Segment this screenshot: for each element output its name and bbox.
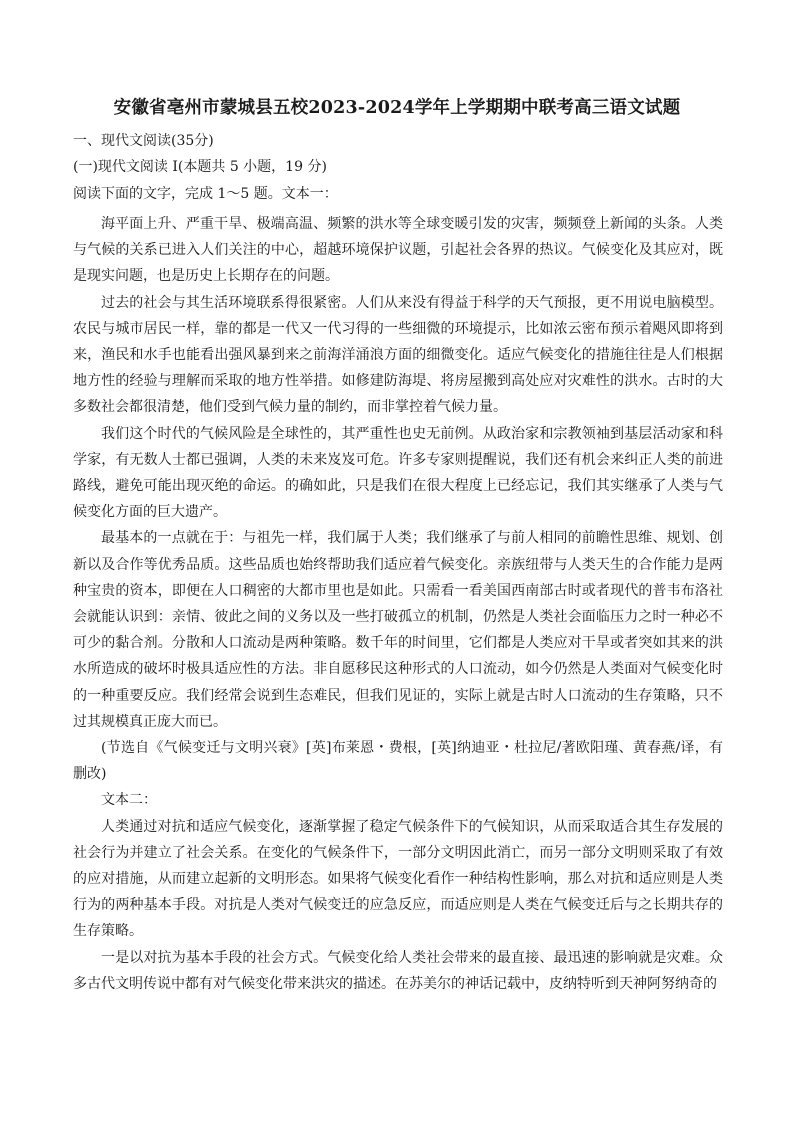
paragraph: 海平面上升、严重干旱、极端高温、频繁的洪水等全球变暖引发的灾害，频频登上新闻的头条。人类与气候的关系已进入人们关注的中心，超越环境保护议题，引起社会各界的热议。气候变化及其应对，既是现实问题，也是历史上长期存在的问题。 — [73, 216, 723, 285]
article-body — [73, 211, 723, 997]
source-citation: (节选自《气候变迁与文明兴衰》[英]布莱恩・费根，[英]纳迪亚・杜拉尼/著欧阳瑾、黄春燕/译，有删改) — [73, 740, 723, 783]
subsection-heading: (一)现代文阅读 I(本题共 5 小题，19 分) — [73, 159, 327, 175]
paragraph: 过去的社会与其生活环境联系得很紧密。人们从来没有得益于科学的天气预报，更不用说电脑模型。农民与城市居民一样，靠的都是一代又一代习得的一些细微的环境提示，比如浓云密布预示着飓风即将到来，渔民和水手也能看出强风暴到来之前海洋涌浪方面的细微变化。适应气候变化的措施往往是人们根据地方性的经验与理解而采取的地方性举措。如修建防海堤、将房屋搬到高处应对灾难性的洪水。古时的大多数社会都很清楚，他们受到气候力量的制约，而非掌控着气候力量。 — [73, 294, 723, 416]
paragraph: 我们这个时代的气候风险是全球性的，其严重性也史无前例。从政治家和宗教领袖到基层活动家和科学家，有无数人士都已强调，人类的未来岌岌可危。许多专家则提醒说，我们还有机会来纠正人类的前进路线，避免可能出现灭绝的命运。的确如此，只是我们在很大程度上已经忘记，我们其实继承了人类与气候变化方面的巨大遗产。 — [73, 425, 723, 521]
paragraph: 一是以对抗为基本手段的社会方式。气候变化给人类社会带来的最直接、最迅速的影响就是灾难。众多古代文明传说中都有对气候变化带来洪灾的描述。在苏美尔的神话记载中，皮纳特听到天神阿努纳奇的 — [73, 949, 723, 992]
text2-label: 文本二： — [101, 792, 157, 809]
section-heading: 一、现代文阅读(35分) — [73, 133, 214, 149]
document-title: 安徽省亳州市蒙城县五校2023-2024学年上学期期中联考高三语文试题 — [113, 98, 681, 118]
paragraph: 最基本的一点就在于：与祖先一样，我们属于人类；我们继承了与前人相同的前瞻性思维、规划、创新以及合作等优秀品质。这些品质也始终帮助我们适应着气候变化。亲族纽带与人类天生的合作能力是两种宝贵的资本，即便在人口稠密的大都市里也是如此。只需看一看美国西南部古时或者现代的普韦布洛社会就能认识到：亲情、彼此之间的义务以及一些打破孤立的机制，仍然是人类社会面临压力之时一种必不可少的黏合剂。分散和人口流动是两种策略。数千年的时间里，它们都是人类应对干旱或者突如其来的洪水所造成的破坏时极具适应性的方法。非自愿移民这种形式的人口流动，如今仍然是人类面对气候变化时的一种重要反应。我们经常会说到生态难民，但我们见证的，实际上就是古时人口流动的生存策略，只不过其规模真正庞大而已。 — [73, 530, 723, 730]
reading-instruction: 阅读下面的文字，完成 1～5 题。文本一： — [73, 186, 338, 202]
paragraph: 人类通过对抗和适应气候变化，逐渐掌握了稳定气候条件下的气候知识，从而采取适合其生存发展的社会行为并建立了社会关系。在变化的气候条件下，一部分文明因此消亡，而另一部分文明则采取了有效的应对措施，从而建立起新的文明形态。如果将气候变化看作一种结构性影响，那么对抗和适应则是人类行为的两种基本手段。对抗是人类对气候变迁的应急反应，而适应则是人类在气候变迁后与之长期共存的生存策略。 — [73, 818, 723, 940]
